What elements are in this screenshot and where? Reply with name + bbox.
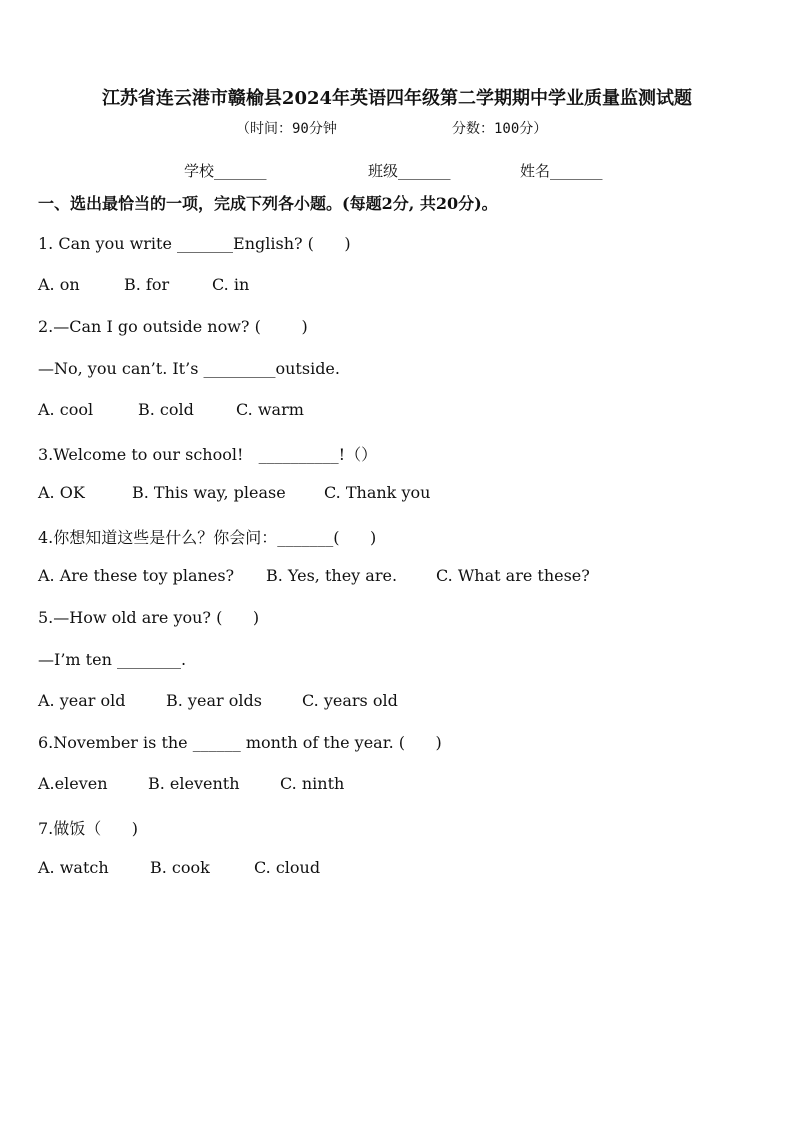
question-6: 6.November is the ______ month of the year. ( ) [38, 733, 442, 752]
q5-option-a: A. year old [38, 691, 126, 710]
question-5: 5.—How old are you? ( ) [38, 608, 260, 627]
q5-option-b: B. year olds [166, 691, 262, 710]
exam-time: （时间：90分钟 [236, 121, 337, 137]
question-7: 7.做饭（ ) [38, 819, 139, 838]
name-field: 姓名_______ [520, 162, 603, 180]
q1-option-b: B. for [124, 275, 170, 294]
q3-option-c: C. Thank you [324, 483, 431, 502]
q6-option-b: B. eleventh [148, 774, 240, 793]
class-field: 班级_______ [368, 162, 451, 180]
q2-option-b: B. cold [138, 400, 194, 419]
q4-option-c: C. What are these? [436, 566, 590, 585]
q2-option-a: A. cool [38, 400, 94, 419]
question-1: 1. Can you write _______English? ( ) [38, 234, 351, 253]
q4-option-b: B. Yes, they are. [266, 566, 398, 585]
exam-score: 分数：100分） [452, 121, 548, 137]
question-2-reply: —No, you can’t. It’s _________outside. [38, 359, 340, 378]
q2-option-c: C. warm [236, 400, 304, 419]
question-5-reply: —I’m ten ________. [38, 650, 187, 669]
q7-option-c: C. cloud [254, 858, 321, 877]
q6-option-c: C. ninth [280, 774, 345, 793]
q7-option-a: A. watch [38, 858, 109, 877]
q3-option-a: A. OK [38, 483, 85, 502]
school-field: 学校_______ [184, 162, 267, 180]
exam-title: 江苏省连云港市赣榆县2024年英语四年级第二学期期中学业质量监测试题 [101, 88, 693, 109]
q6-option-a: A.eleven [38, 774, 108, 793]
q3-option-b: B. This way, please [132, 483, 286, 502]
q4-option-a: A. Are these toy planes? [38, 566, 235, 585]
q1-option-c: C. in [212, 275, 250, 294]
section-title: 一、选出最恰当的一项，完成下列各小题。(每题2分, 共20分)。 [38, 194, 498, 213]
q1-option-a: A. on [38, 275, 80, 294]
q5-option-c: C. years old [302, 691, 398, 710]
question-4: 4.你想知道这些是什么？你会问：_______( ) [38, 528, 377, 547]
question-3: 3.Welcome to our school! __________!（） [38, 445, 378, 464]
q7-option-b: B. cook [150, 858, 210, 877]
question-2: 2.—Can I go outside now? ( ) [38, 317, 308, 336]
